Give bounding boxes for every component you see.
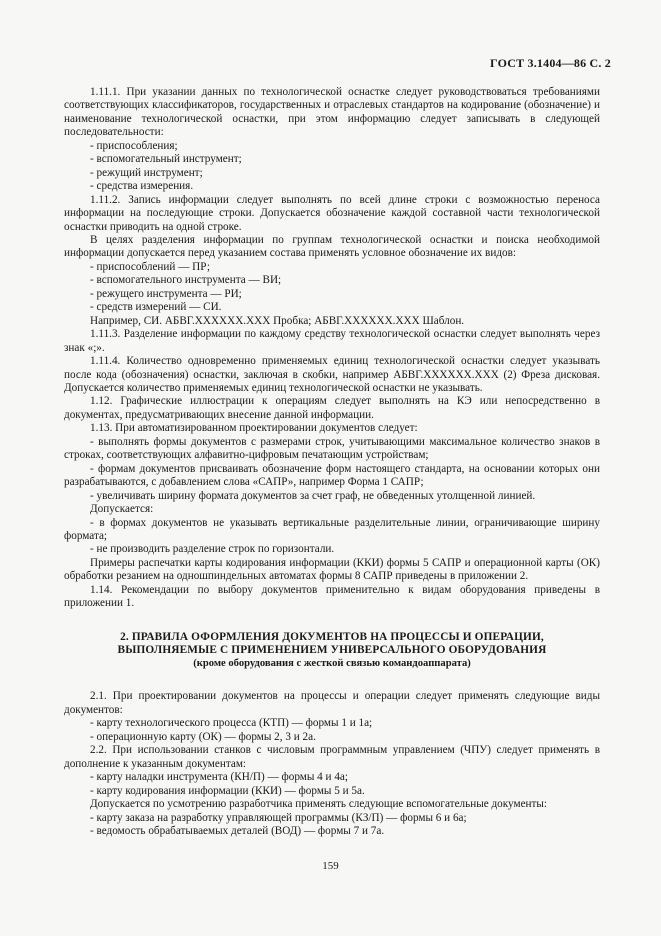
paragraph: 1.11.2. Запись информации следует выполнять по всей длине строки с возможностью переноса информации на последующие строки. Допускается обозначение каждой составной части технологической оснастки приводить на одной строке. — [64, 193, 600, 233]
list-item: - ведомость обрабатываемых деталей (ВОД) — формы 7 и 7а. — [90, 825, 385, 838]
list-item: - приспособления; — [90, 139, 178, 152]
section-1-continuation — [64, 86, 600, 611]
paragraph: 1.14. Рекомендации по выбору документов применительно к видам оборудования приведены в приложении 1. — [64, 583, 600, 610]
paragraph: 1.11.4. Количество одновременно применяемых единиц технологической оснастки следует указывать после кода (обозначения) оснастки, заключая в скобки, например АБВГ.XXXXXX.XXX (2) Фреза дисковая. Допускается количество применяемых единиц технологической оснастки не указывать. — [64, 355, 600, 394]
list-item: - вспомогательного инструмента — ВИ; — [90, 274, 282, 287]
list-item: - карту наладки инструмента (КН/П) — формы 4 и 4а; — [90, 771, 348, 784]
page-number: 159 — [322, 860, 339, 872]
list-item: - карту заказа на разработку управляющей программы (КЗ/П) — формы 6 и 6а; — [90, 811, 467, 824]
paragraph: - в формах документов не указывать вертикальные разделительные линии, ограничивающие ширину формата; — [64, 516, 600, 542]
list-item: - режущего инструмента — РИ; — [90, 287, 242, 300]
paragraph: - не производить разделение строк по горизонтали. — [90, 543, 335, 556]
standard-header: ГОСТ 3.1404—86 С. 2 — [490, 56, 611, 70]
paragraph: Например, СИ. АБВГ.XXXXXX.XXX Пробка; АБВГ.XXXXXX.XXX Шаблон. — [90, 314, 465, 327]
section-2-title-line-1: 2. ПРАВИЛА ОФОРМЛЕНИЯ ДОКУМЕНТОВ НА ПРОЦЕССЫ И ОПЕРАЦИИ, — [120, 630, 544, 643]
section-2-title-line-2: ВЫПОЛНЯЕМЫЕ С ПРИМЕНЕНИЕМ УНИВЕРСАЛЬНОГО ОБОРУДОВАНИЯ — [117, 644, 547, 657]
list-item: - средства измерения. — [90, 180, 194, 193]
list-item: - вспомогательный инструмент; — [90, 153, 242, 166]
list-item: - приспособлений — ПР; — [90, 260, 211, 273]
paragraph: - увеличивать ширину формата документов за счет граф, не обведенных утолщенной линией. — [90, 489, 536, 502]
section-2-subtitle: (кроме оборудования с жесткой связью командоаппарата) — [193, 658, 471, 670]
list-item: - операционную карту (ОК) — формы 2, 3 и 2а. — [90, 730, 316, 743]
section-2-title — [64, 631, 600, 658]
list-item: - карту кодирования информации (ККИ) — формы 5 и 5а. — [90, 784, 365, 797]
list-item: - средств измерений — СИ. — [90, 301, 222, 314]
paragraph: Допускается по усмотрению разработчика применять следующие вспомогательные документы: — [90, 798, 548, 811]
paragraph: Примеры распечатки карты кодирования информации (ККИ) формы 5 САПР и операционной карты (ОК) обработки резанием на одношпиндельных автоматах формы 8 САПР приведены в приложении 2. — [64, 556, 600, 583]
section-2-body — [64, 690, 600, 838]
paragraph: 2.2. При использовании станков с числовым программным управлением (ЧПУ) следует применять в дополнение к указанным документам: — [64, 744, 600, 770]
paragraph: 1.11.3. Разделение информации по каждому средству технологической оснастки следует выполнять через знак «;». — [64, 328, 600, 354]
list-item: - режущий инструмент; — [90, 166, 203, 179]
paragraph: 1.13. При автоматизированном проектировании документов следует: — [90, 422, 418, 435]
list-item: - карту технологического процесса (КТП) — формы 1 и 1а; — [90, 717, 373, 730]
paragraph: 2.1. При проектировании документов на процессы и операции следует применять следующие виды документов: — [64, 690, 600, 716]
paragraph: 1.12. Графические иллюстрации к операциям следует выполнять на КЭ или непосредственно в документах, предусматривающих внесение данной информации. — [64, 395, 600, 421]
document-body — [64, 86, 600, 838]
paragraph: Допускается: — [90, 503, 154, 516]
paragraph: 1.11.1. При указании данных по технологической оснастке следует руководствоваться требованиями соответствующих классификаторов, государственных и отраслевых стандартов на кодирование (обозначение) и наименование технологической оснастки, при этом информацию следует записывать в следующей последовательности: — [64, 86, 600, 139]
paragraph: - выполнять формы документов с размерами строк, учитывающими максимальное количество знаков в строках, соответствующих алфавитно-цифровым печатающим устройствам; — [64, 435, 600, 462]
paragraph: - формам документов присваивать обозначение форм настоящего стандарта, на основании которых они разрабатываются, с добавлением слова «САПР», например Форма 1 САПР; — [64, 462, 600, 489]
paragraph: В целях разделения информации по группам технологической оснастки и поиска необходимой информации допускается перед указанием состава применять условное обозначение их видов: — [64, 233, 600, 260]
